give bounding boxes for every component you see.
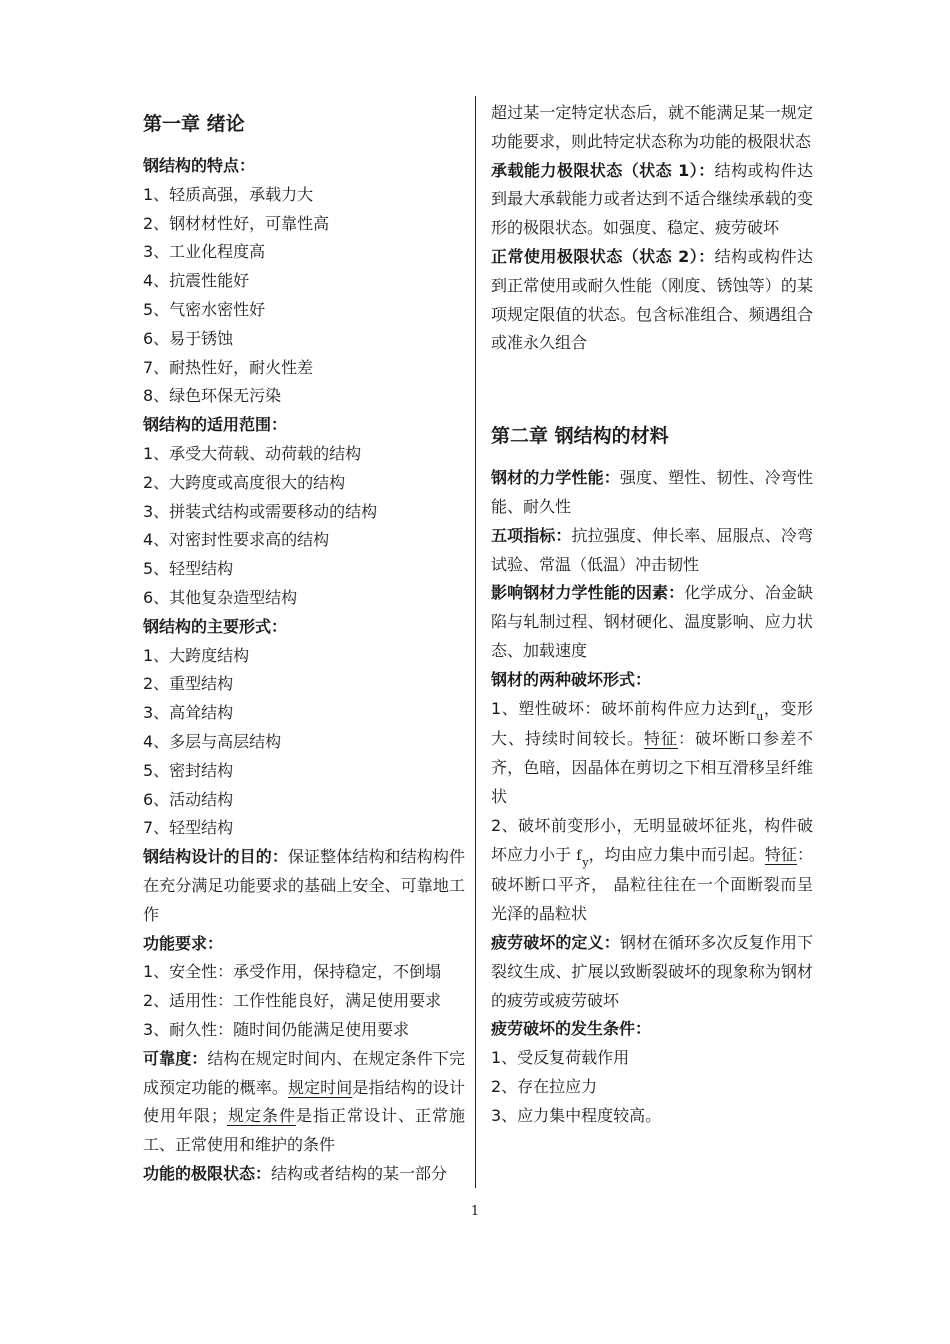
list-item: 3、耐久性：随时间仍能满足使用要求 xyxy=(143,1019,410,1039)
mech-term: 钢材的力学性能： xyxy=(491,468,620,488)
plastic-text: ，变形大、持续时间较长。 xyxy=(491,698,813,749)
list-item: 3、拼装式结构或需要移动的结构 xyxy=(143,501,378,521)
list-item: 7、轻型结构 xyxy=(143,818,234,838)
feature-label: 特征 xyxy=(643,729,678,749)
design-purpose-paragraph xyxy=(143,843,465,929)
reliability-text: 是指正常设计、正常施工、正常使用和维护的条件 xyxy=(143,1106,465,1155)
sls-text: 结构或构件达到正常使用或耐久性能（刚度、锈蚀等）的某项规定限值的状态。包含标准组合、频遇组合或准永久组合 xyxy=(491,246,813,353)
fatigue-conditions-heading: 疲劳破坏的发生条件： xyxy=(491,1019,652,1039)
list-item: 8、绿色环保无污染 xyxy=(143,386,282,406)
list-item: 5、密封结构 xyxy=(143,760,234,780)
reliability-underlined-term: 规定时间 xyxy=(287,1077,353,1097)
left-column xyxy=(143,96,465,1189)
fu-subscript: u xyxy=(756,709,764,723)
mech-paragraph xyxy=(491,464,813,522)
list-item: 2、存在拉应力 xyxy=(491,1076,598,1096)
sls-term: 正常使用极限状态（状态 2）： xyxy=(491,246,715,266)
five-indices-text: 抗拉强度、伸长率、屈服点、冷弯试验、常温（低温）冲击韧性 xyxy=(491,525,813,574)
function-heading: 功能要求： xyxy=(143,933,224,953)
list-item: 4、对密封性要求高的结构 xyxy=(143,530,330,550)
list-item: 6、易于锈蚀 xyxy=(143,328,234,348)
list-item: 1、大跨度结构 xyxy=(143,645,250,665)
list-item: 3、高耸结构 xyxy=(143,703,234,723)
plastic-failure-paragraph xyxy=(491,695,813,812)
scope-heading: 钢结构的适用范围： xyxy=(143,415,288,435)
brittle-text: ，均由应力集中而引起。 xyxy=(588,844,765,864)
fy-subscript: y xyxy=(582,855,589,869)
plastic-text: ：破坏断口参差不齐，色暗，因晶体在剪切之下相互滑移呈纤维状 xyxy=(491,729,813,806)
limit-state-text: 结构或者结构的某一部分 xyxy=(271,1163,448,1183)
failure-heading: 钢材的两种破坏形式： xyxy=(491,669,652,689)
fatigue-term: 疲劳破坏的定义： xyxy=(491,932,620,952)
brittle-text: ：破坏断口平齐， 晶粒往往在一个面断裂而呈光泽的晶粒状 xyxy=(491,844,813,924)
plastic-text: 1、塑性破坏：破坏前构件应力达到 xyxy=(491,698,751,718)
list-item: 5、轻型结构 xyxy=(143,559,234,579)
factors-paragraph xyxy=(491,579,813,665)
limit-state-paragraph xyxy=(143,1160,465,1189)
factors-text: 化学成分、冶金缺陷与轧制过程、钢材硬化、温度影响、应力状态、加载速度 xyxy=(491,583,813,660)
factors-term: 影响钢材力学性能的因素： xyxy=(491,583,685,603)
list-item: 6、活动结构 xyxy=(143,789,234,809)
reliability-term: 可靠度： xyxy=(143,1048,208,1068)
brittle-failure-paragraph xyxy=(491,812,813,929)
limit-state-term: 功能的极限状态： xyxy=(143,1163,272,1183)
reliability-underlined-term: 规定条件 xyxy=(227,1106,296,1126)
reliability-text: 是指结构的设计使用年限； xyxy=(143,1077,465,1126)
list-item: 1、轻质高强，承载力大 xyxy=(143,184,314,204)
fu-symbol: f xyxy=(750,701,756,718)
five-indices-paragraph xyxy=(491,522,813,580)
five-indices-term: 五项指标： xyxy=(491,525,572,545)
mech-text: 强度、塑性、韧性、冷弯性能、耐久性 xyxy=(491,468,813,516)
list-item: 3、工业化程度高 xyxy=(143,242,266,262)
fatigue-definition-paragraph xyxy=(491,929,813,1015)
list-item: 6、其他复杂造型结构 xyxy=(143,587,298,607)
column-divider xyxy=(475,96,476,1188)
list-item: 4、多层与高层结构 xyxy=(143,731,282,751)
limit-state-continuation: 超过某一定特定状态后，就不能满足某一规定功能要求，则此特定状态称为功能的极限状态 xyxy=(491,103,813,151)
fy-symbol: f xyxy=(576,847,582,864)
list-item: 2、钢材材性好，可靠性高 xyxy=(143,213,330,233)
brittle-text: 2、破坏前变形小，无明显破坏征兆，构件破坏应力小于 xyxy=(491,815,813,864)
list-item: 1、承受大荷载、动荷载的结构 xyxy=(143,443,362,463)
uls-text: 结构或构件达到最大承载能力或者达到不适合继续承载的变形的极限状态。如强度、稳定、疲劳破坏 xyxy=(491,160,813,238)
section-gap xyxy=(491,358,813,402)
sls-paragraph xyxy=(491,243,813,358)
list-item: 2、大跨度或高度很大的结构 xyxy=(143,472,346,492)
list-item: 5、气密水密性好 xyxy=(143,299,266,319)
list-item: 1、受反复荷载作用 xyxy=(491,1048,630,1068)
feature-label: 特征 xyxy=(764,844,797,864)
list-item: 1、安全性：承受作用，保持稳定，不倒塌 xyxy=(143,962,442,982)
list-item: 4、抗震性能好 xyxy=(143,271,250,291)
right-column xyxy=(491,99,813,1131)
list-item: 7、耐热性好，耐火性差 xyxy=(143,357,314,377)
reliability-text: 结构在规定时间内、在规定条件下完成预定功能的概率。 xyxy=(143,1048,465,1097)
features-heading: 钢结构的特点： xyxy=(143,156,256,175)
chapter-1-title: 第一章 绪论 xyxy=(143,113,245,135)
forms-heading: 钢结构的主要形式： xyxy=(143,616,288,636)
list-item: 3、应力集中程度较高。 xyxy=(491,1105,662,1125)
design-purpose-text: 保证整体结构和结构构件在充分满足功能要求的基础上安全、可靠地工作 xyxy=(143,847,465,924)
reliability-paragraph xyxy=(143,1045,465,1160)
list-item: 2、适用性：工作性能良好，满足使用要求 xyxy=(143,991,442,1011)
uls-paragraph xyxy=(491,157,813,243)
design-purpose-term: 钢结构设计的目的： xyxy=(143,847,288,867)
fatigue-text: 钢材在循环多次反复作用下裂纹生成、扩展以致断裂破坏的现象称为钢材的疲劳或疲劳破坏 xyxy=(491,932,813,1010)
list-item: 2、重型结构 xyxy=(143,674,234,694)
uls-term: 承载能力极限状态（状态 1）： xyxy=(491,160,715,180)
page-number: 1 xyxy=(470,1204,480,1219)
chapter-2-title: 第二章 钢结构的材料 xyxy=(491,425,669,448)
